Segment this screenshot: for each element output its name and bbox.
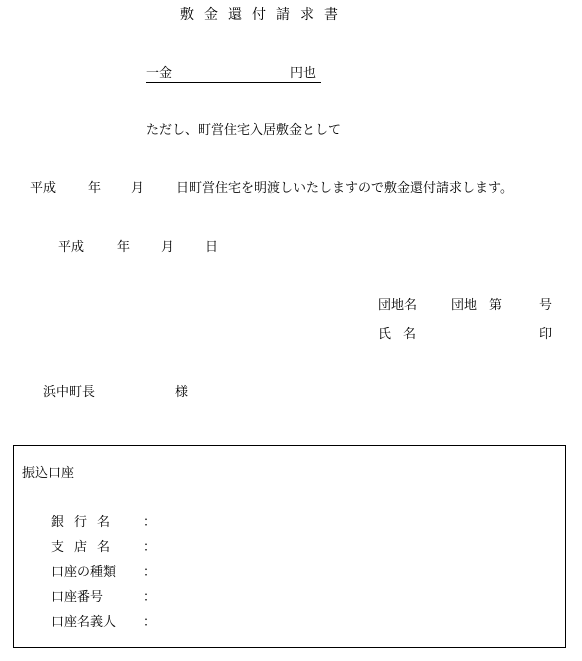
branch-name-label: 支店名: [51, 540, 121, 555]
document-title: 敷金還付請求書: [180, 7, 348, 23]
request-month-label: 月: [131, 181, 145, 196]
date-year-label: 年: [117, 240, 131, 255]
account-number-label: 口座番号: [51, 590, 104, 605]
account-number-colon: ：: [143, 590, 157, 605]
amount-suffix: 円也: [290, 66, 317, 81]
applicant-name-label: 氏名: [378, 327, 429, 342]
danchi-name-label: 団地名: [378, 298, 418, 313]
request-year-label: 年: [88, 181, 102, 196]
bank-name-label: 銀行名: [51, 515, 121, 530]
date-day-label: 日: [205, 240, 219, 255]
request-era: 平成: [30, 181, 57, 196]
account-holder-colon: ：: [143, 615, 157, 630]
request-statement: 日町営住宅を明渡しいたしますので敷金還付請求します。: [176, 181, 513, 196]
account-type-label: 口座の種類: [51, 565, 117, 580]
bank-account-title: 振込口座: [22, 466, 75, 481]
seal-mark: 印: [539, 327, 553, 342]
date-era: 平成: [58, 240, 85, 255]
amount-prefix: 一金: [146, 66, 173, 81]
addressee-honorific: 様: [175, 385, 189, 400]
date-month-label: 月: [161, 240, 175, 255]
room-number-suffix: 号: [539, 298, 553, 313]
danchi-suffix: 団地: [451, 298, 478, 313]
branch-name-colon: ：: [143, 540, 157, 555]
addressee-title: 浜中町長: [43, 385, 96, 400]
bank-name-colon: ：: [143, 515, 157, 530]
room-number-prefix: 第: [489, 298, 503, 313]
purpose-text: ただし、町営住宅入居敷金として: [146, 123, 342, 138]
account-holder-label: 口座名義人: [51, 615, 117, 630]
account-type-colon: ：: [143, 565, 157, 580]
